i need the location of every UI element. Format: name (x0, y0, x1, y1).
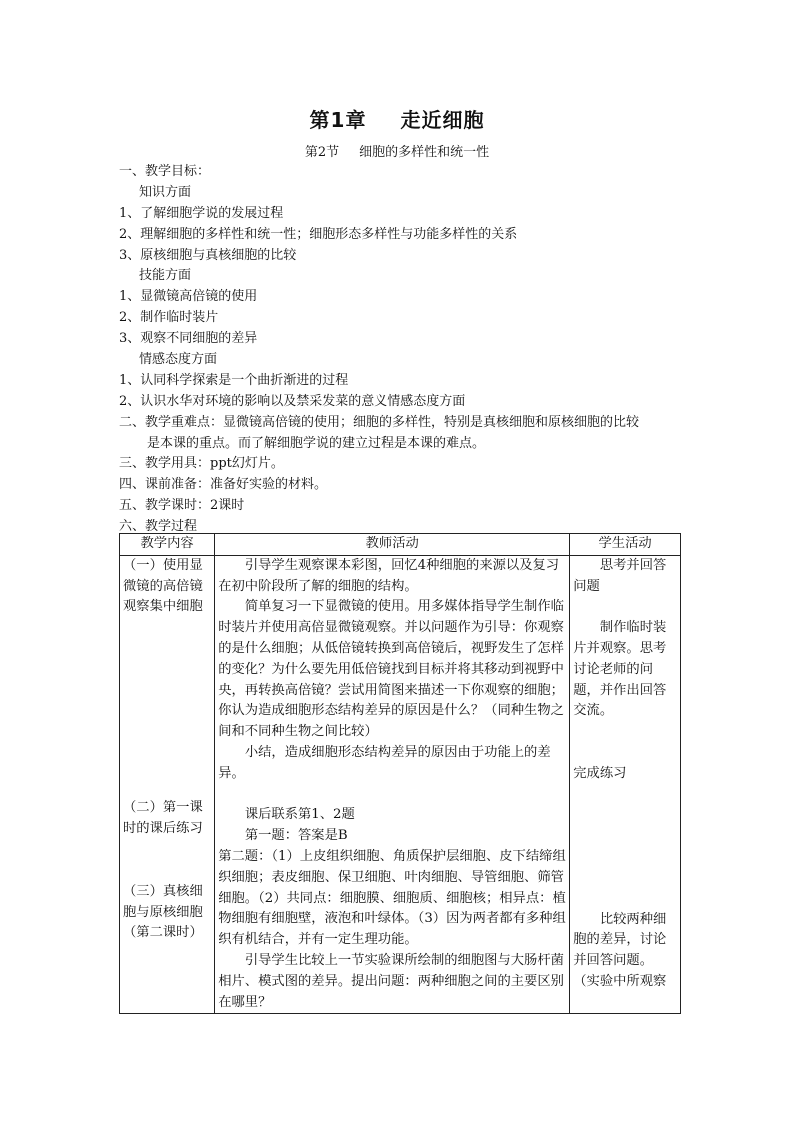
section-title (0, 141, 794, 160)
teacher-text: 第一题：答案是B (244, 828, 348, 844)
student-text: 完成练习 (573, 765, 627, 781)
key-points-continued: 是本课的重点。而了解细胞学说的建立过程是本课的难点。 (147, 435, 486, 451)
teaching-process-table (119, 533, 681, 1014)
student-text: 比较两种细胞的差异，讨论并回答问题。 (573, 911, 667, 969)
chapter-title (0, 104, 794, 133)
outline-subheading: 情感态度方面 (139, 352, 218, 368)
chapter-name: 走近细胞 (400, 108, 485, 132)
outline-line: 1、了解细胞学说的发展过程 (119, 205, 284, 221)
outline-line: 2、制作临时装片 (119, 310, 219, 326)
teacher-text: 简单复习一下显微镜的使用。用多媒体指导学生制作临时装片并使用高倍显微镜观察。并以问题作为引导：你观察的是什么细胞；从低倍镜转换到高倍镜后，视野发生了怎样的变化？为什么要先用低倍镜找到目标并将其移动到视野中央，再转换高倍镜？尝试用简图来描述一下你观察的细胞；你认为造成细胞形态结构差异的原因是什么？（同种生物之间和不同种生物之间比较） (218, 599, 564, 740)
teacher-text: 第二题：（1）上皮组织细胞、角质保护层细胞、皮下结缔组织细胞；表皮细胞、保卫细胞、叶肉细胞、导管细胞、筛管细胞。（2）共同点：细胞膜、细胞质、细胞核；相异点：植物细胞有细胞壁，液泡和叶绿体。（3）因为两者都有多种组织有机结合，并有一定生理功能。 (218, 848, 566, 948)
header-teacher: 教师活动 (215, 534, 570, 556)
content-text: （三）真核细胞与原核细胞（第二课时） (123, 883, 203, 941)
process-heading: 六、教学过程 (119, 519, 198, 535)
outline-line: 3、原核细胞与真核细胞的比较 (119, 247, 297, 263)
student-text: （实验中所观察 (573, 973, 667, 989)
outline-line: 一、教学目标： (119, 164, 211, 179)
student-text: 制作临时装片并观察。思考讨论老师的问题，并作出回答交流。 (573, 620, 667, 719)
outline-line: 3、观察不同细胞的差异 (119, 331, 258, 347)
outline-line: 2、理解细胞的多样性和统一性；细胞形态多样性与功能多样性的关系 (119, 226, 518, 242)
section-number: 第2节 (304, 145, 340, 160)
student-text: 思考并回答问题 (573, 557, 667, 594)
pre-class-prep: 四、课前准备：准备好实验的材料。 (119, 477, 328, 493)
outline-line: 1、认同科学探索是一个曲折渐进的过程 (119, 372, 349, 388)
outline-line: 2、认识水华对环境的影响以及禁采发菜的意义情感态度方面 (119, 393, 466, 409)
outline-subheading: 技能方面 (139, 268, 192, 284)
teacher-text: 引导学生比较上一节实验课所绘制的细胞图与大肠杆菌相片、模式图的差异。提出问题：两种细胞之间的主要区别在哪里？ (218, 952, 564, 1010)
content-cell (120, 555, 215, 1014)
class-hours: 五、教学课时：2课时 (119, 498, 245, 514)
content-text: （二）第一课时的课后练习 (123, 800, 203, 836)
key-points: 二、教学重难点：显微镜高倍镜的使用；细胞的多样性，特别是真核细胞和原核细胞的比较 (119, 414, 640, 430)
table-header-row (120, 534, 681, 556)
header-student: 学生活动 (570, 534, 681, 556)
section-name: 细胞的多样性和统一性 (359, 145, 490, 160)
table-row (120, 555, 681, 1014)
teacher-text: 小结，造成细胞形态结构差异的原因由于功能上的差异。 (218, 744, 551, 781)
outline-line: 1、显微镜高倍镜的使用 (119, 289, 258, 305)
chapter-number: 第1章 (309, 108, 367, 132)
outline-subheading: 知识方面 (139, 184, 192, 200)
teacher-text: 课后联系第1、2题 (244, 807, 355, 823)
content-text: （一）使用显微镜的高倍镜观察集中细胞 (123, 557, 203, 615)
lesson-outline (119, 162, 719, 538)
teaching-tools: 三、教学用具：ppt幻灯片。 (119, 456, 284, 472)
teacher-cell (215, 555, 570, 1014)
teacher-text: 引导学生观察课本彩图，回忆4种细胞的来源以及复习在初中阶段所了解的细胞的结构。 (218, 557, 560, 594)
student-cell (570, 555, 681, 1014)
header-content: 教学内容 (120, 534, 215, 556)
